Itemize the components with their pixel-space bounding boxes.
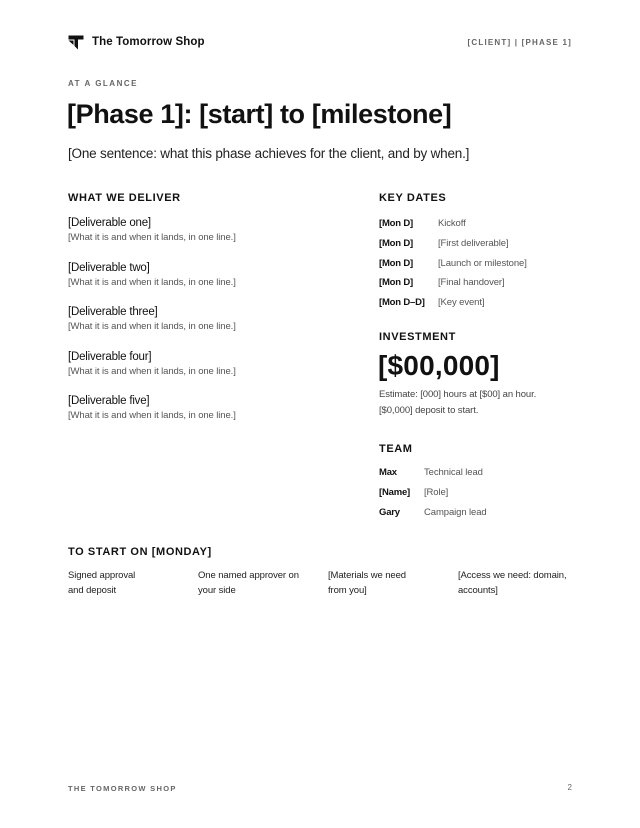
team-member-name: Max (379, 467, 397, 479)
to-start-line: [Access we need: domain, (458, 570, 567, 581)
to-start-heading: TO START ON [MONDAY] (68, 546, 212, 558)
deliverable-item (68, 351, 348, 396)
date-desc: [First deliverable] (438, 238, 509, 250)
to-start-item (68, 569, 198, 598)
date-label: [Mon D] (379, 238, 413, 250)
deliverable-desc: [What it is and when it lands, in one line.] (68, 321, 236, 332)
deliverable-item (68, 262, 348, 307)
deliverables-heading: WHAT WE DELIVER (68, 192, 181, 204)
shop-logo-icon (68, 34, 84, 50)
team-member-role: [Role] (424, 487, 449, 499)
key-dates-list (379, 214, 579, 312)
team-row (379, 483, 579, 503)
date-desc: [Launch or milestone] (438, 257, 527, 269)
page-header (68, 34, 572, 54)
to-start-line: from you] (328, 584, 367, 596)
deliverable-title: [Deliverable four] (68, 350, 152, 363)
deliverable-item (68, 306, 348, 351)
team-row (379, 502, 579, 522)
investment-amount: [$00,000] (378, 350, 500, 381)
team-member-name: [Name] (379, 487, 411, 499)
date-row (379, 293, 579, 313)
to-start-line: Signed approval (68, 570, 136, 581)
date-row (379, 253, 579, 273)
investment-heading: INVESTMENT (379, 331, 456, 343)
deliverable-item (68, 217, 348, 262)
team-member-name: Gary (379, 506, 400, 518)
deliverable-desc: [What it is and when it lands, in one line.] (68, 276, 236, 288)
to-start-item (328, 569, 458, 598)
date-row (379, 234, 579, 254)
deliverable-item (68, 395, 348, 440)
to-start-line: accounts] (458, 584, 498, 596)
page-number: 2 (567, 783, 572, 792)
investment-estimate: Estimate: [000] hours at [$00] an hour. (379, 389, 537, 400)
to-start-line: your side (198, 584, 236, 596)
deliverable-title: [Deliverable three] (68, 306, 158, 318)
team-member-role: Campaign lead (424, 506, 487, 518)
team-member-role: Technical lead (424, 467, 483, 479)
date-label: [Mon D–D] (379, 297, 425, 309)
brand-name: The Tomorrow Shop (92, 36, 205, 48)
to-start-item (198, 569, 328, 598)
date-label: [Mon D] (379, 218, 413, 230)
client-phase-tag: [CLIENT] | [PHASE 1] (467, 38, 572, 47)
date-desc: Kickoff (438, 218, 466, 230)
key-dates-heading: KEY DATES (379, 192, 447, 204)
lede-sentence: [One sentence: what this phase achieves for the client, and by when.] (68, 146, 470, 161)
date-label: [Mon D] (379, 257, 413, 269)
team-heading: TEAM (379, 443, 413, 455)
deliverable-desc: [What it is and when it lands, in one line.] (68, 232, 236, 243)
team-row (379, 463, 579, 483)
page-title: [Phase 1]: [start] to [milestone] (67, 99, 452, 129)
to-start-list (68, 569, 588, 598)
date-row (379, 214, 579, 234)
eyebrow-label: AT A GLANCE (68, 79, 138, 88)
deliverables-list (68, 217, 348, 440)
date-row (379, 273, 579, 293)
investment-deposit: [$0,000] deposit to start. (379, 405, 479, 416)
deliverable-title: [Deliverable five] (68, 395, 150, 407)
deliverable-title: [Deliverable one] (68, 217, 151, 229)
footer-brand: THE TOMORROW SHOP (68, 784, 177, 793)
deliverable-title: [Deliverable two] (68, 261, 150, 274)
date-desc: [Final handover] (438, 277, 505, 289)
to-start-line: One named approver on (198, 570, 299, 581)
team-list (379, 463, 579, 522)
deliverable-desc: [What it is and when it lands, in one line.] (68, 410, 236, 421)
to-start-line: [Materials we need (328, 570, 406, 581)
date-desc: [Key event] (438, 297, 485, 309)
to-start-line: and deposit (68, 584, 117, 596)
deliverable-desc: [What it is and when it lands, in one line.] (68, 365, 236, 377)
date-label: [Mon D] (379, 277, 413, 289)
to-start-item (458, 569, 588, 598)
brand (68, 34, 205, 50)
